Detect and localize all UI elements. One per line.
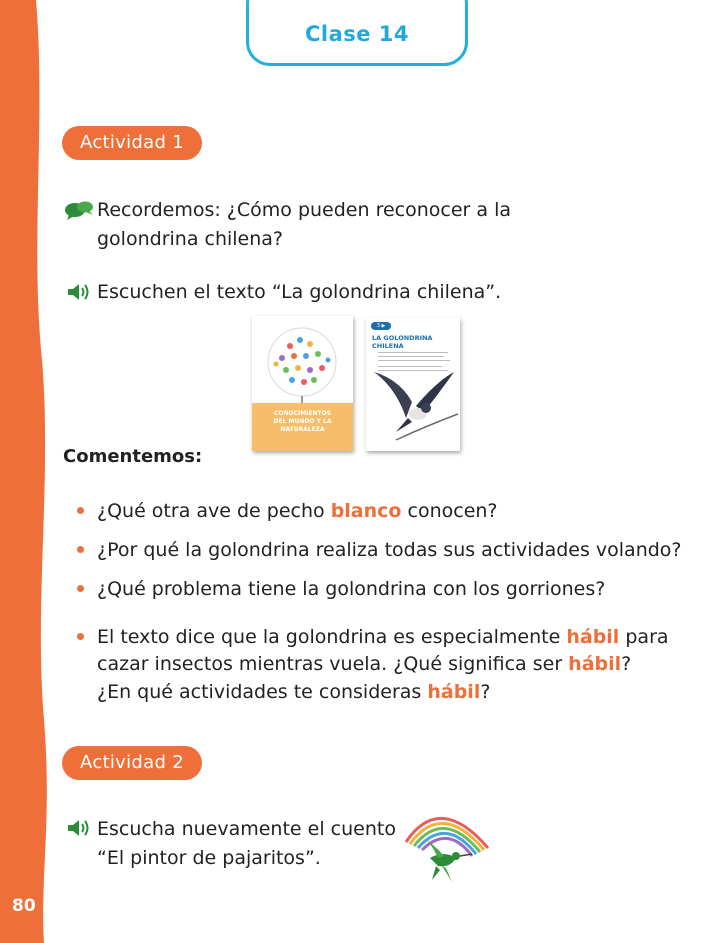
question-4-line-1 [97,623,669,652]
question-4-l1-before: El texto dice que la golondrina es especialmente [97,626,567,648]
book-2-title: LA GOLONDRINA CHILENA [372,334,433,350]
bullet [77,633,84,640]
swallow-illustration [366,348,460,448]
question-1-before: ¿Qué otra ave de pecho [97,500,331,522]
question-4-l1-after: para [619,626,669,648]
activity-2-line-1: Escucha nuevamente el cuento [97,818,396,840]
question-4-l3-before: ¿En qué actividades te consideras [97,681,428,703]
question-4-line-2 [97,650,631,679]
question-4-l2-after: ? [621,653,632,675]
speech-bubbles-icon [64,200,94,220]
question-4-line-3 [97,678,490,707]
activity-1-prompt-line-1: Recordemos: ¿Cómo pueden reconocer a la [97,199,511,221]
hummingbird-rainbow-illustration [400,800,492,886]
side-band [0,0,52,943]
activity-1-listen-text: Escuchen el texto “La golondrina chilena”. [97,281,502,303]
activity-1-label: Actividad 1 [62,126,202,160]
question-3: ¿Qué problema tiene la golondrina con los gorriones? [97,578,606,600]
activity-2-line-2: “El pintor de pajaritos”. [97,847,321,869]
question-1 [97,497,498,526]
question-4-l2-highlight: hábil [568,653,622,675]
activity-2-label: Actividad 2 [62,746,202,780]
question-1-after: conocen? [401,500,498,522]
speaker-icon[interactable] [66,282,92,302]
class-title: Clase 14 [304,22,410,46]
book-cover-golondrina [366,318,460,451]
bullet [77,507,84,514]
speaker-icon[interactable] [66,818,92,838]
bullet [77,585,84,592]
globe-illustration [252,316,353,412]
book-1-title-line-2: DEL MUNDO Y LA NATURALEZA [273,418,332,433]
question-4-l2-before: cazar insectos mientras vuela. ¿Qué significa ser [97,653,569,675]
book-cover-conocimientos [252,316,353,451]
activity-1-prompt-line-2: golondrina chilena? [97,228,284,250]
bullet [77,546,84,553]
question-4-l3-highlight: hábil [427,681,481,703]
question-4-l3-after: ? [480,681,491,703]
book-1-title-line-1: CONOCIMIENTOS [273,410,332,417]
book-1-title [256,410,349,434]
question-4-l1-highlight: hábil [566,626,620,648]
comments-heading: Comentemos: [63,446,203,467]
question-2: ¿Por qué la golondrina realiza todas sus actividades volando? [97,539,682,561]
question-1-highlight: blanco [330,500,402,522]
book-2-tag: 3 ▶ [371,322,391,330]
page-number: 80 [12,896,36,916]
